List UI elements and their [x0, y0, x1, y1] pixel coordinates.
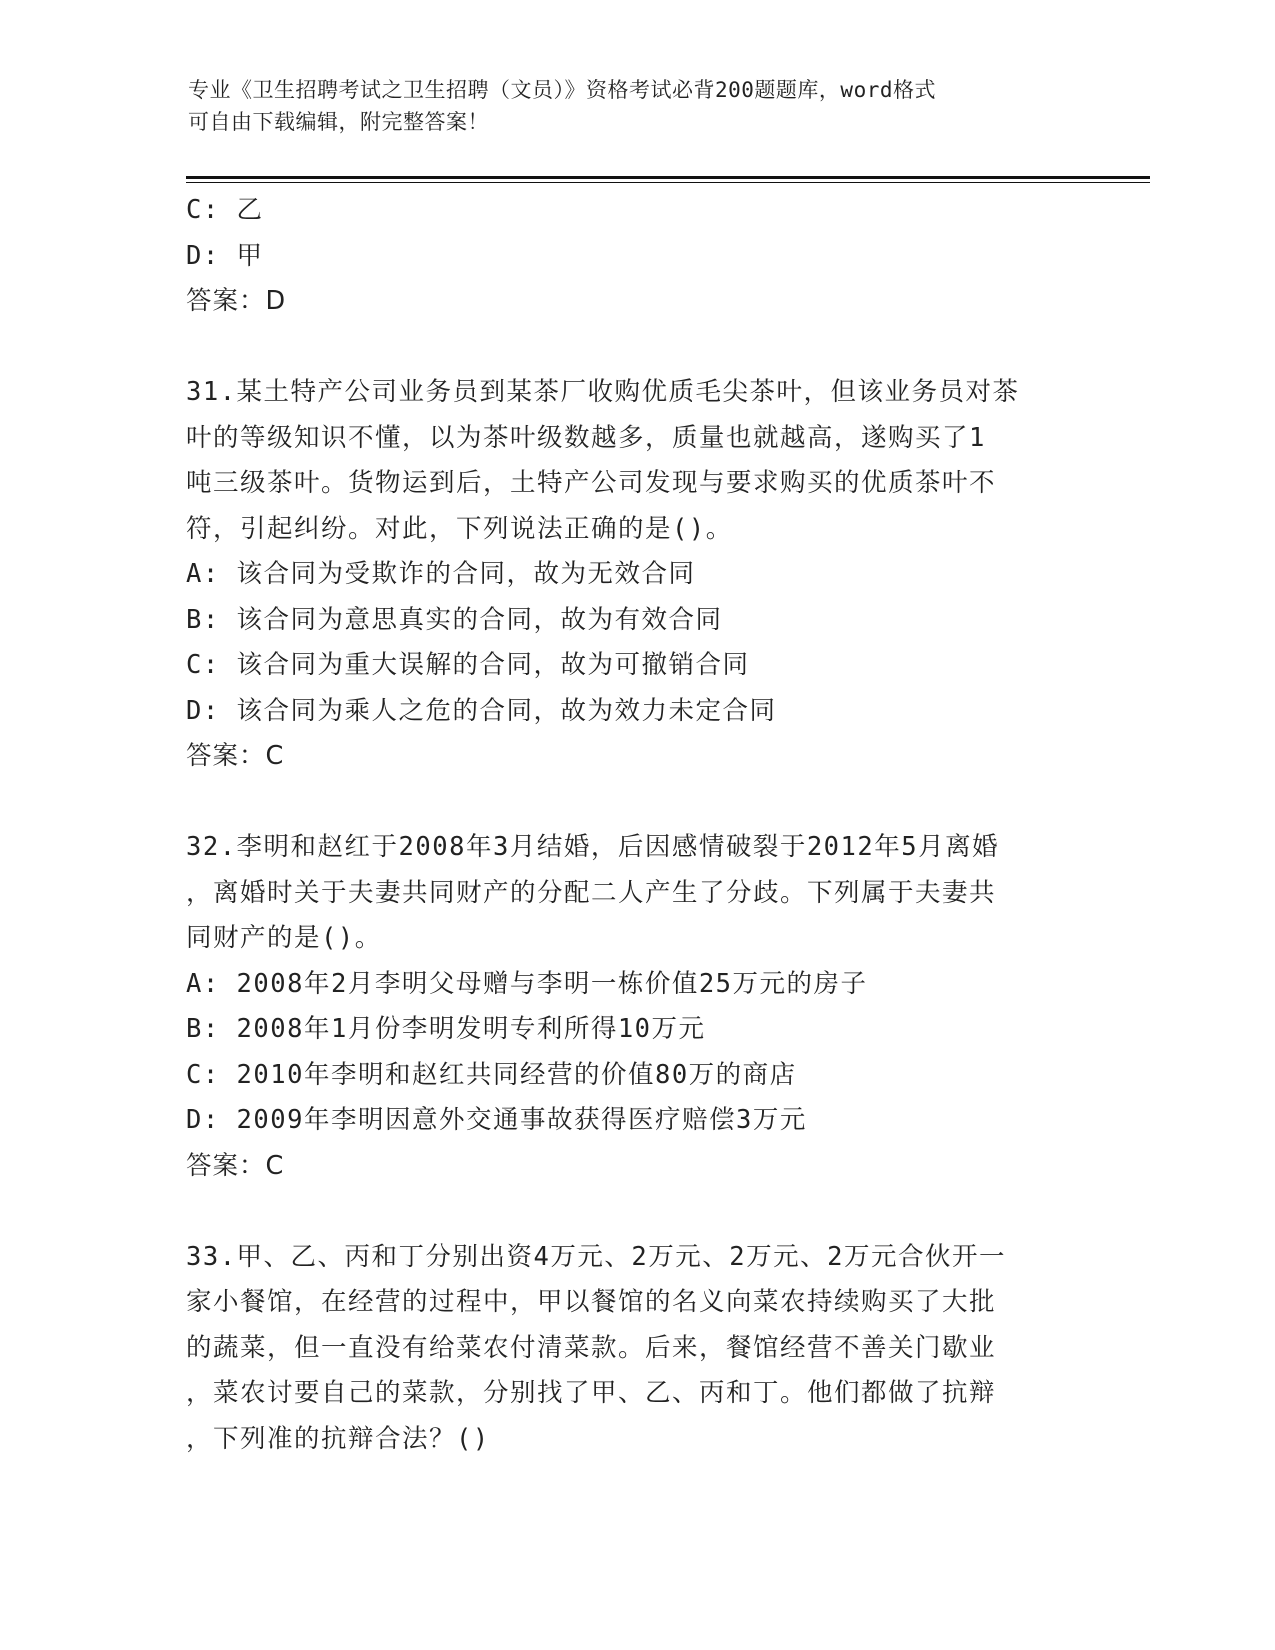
option-d: D: 该合同为乘人之危的合同，故为效力未定合同: [186, 695, 777, 726]
option-d: D: 2009年李明因意外交通事故获得医疗赔偿3万元: [186, 1105, 807, 1135]
header-title-line-2: 可自由下载编辑，附完整答案！: [188, 110, 489, 134]
option-c: C: 乙: [186, 195, 264, 225]
option-b: B: 该合同为意思真实的合同，故为有效合同: [186, 604, 723, 635]
option-b: B: 2008年1月份李明发明专利所得10万元: [186, 1014, 706, 1044]
answer: 答案：C: [186, 1150, 285, 1181]
previous-question-tail: [186, 188, 1086, 325]
document-body: [186, 188, 1086, 1462]
question-text-line: 吨三级茶叶。货物运到后，土特产公司发现与要求购买的优质茶叶不: [186, 468, 997, 498]
question-text-line: 符，引起纠纷。对此，下列说法正确的是()。: [186, 513, 733, 544]
question-32: [186, 825, 1086, 1189]
question-text-line: 叶的等级知识不懂，以为茶叶级数越多，质量也就越高，遂购买了1: [186, 422, 986, 453]
option-d: D: 甲: [186, 240, 264, 271]
question-text-line: 同财产的是()。: [186, 923, 382, 953]
question-text-line: 33.甲、乙、丙和丁分别出资4万元、2万元、2万元、2万元合伙开一: [186, 1241, 1006, 1272]
option-c: C: 2010年李明和赵红共同经营的价值80万的商店: [186, 1059, 797, 1090]
option-c: C: 该合同为重大误解的合同，故为可撤销合同: [186, 650, 750, 680]
answer: 答案：D: [186, 286, 287, 316]
question-text-line: 32.李明和赵红于2008年3月结婚，后因感情破裂于2012年5月离婚: [186, 832, 1000, 862]
spacer: [186, 780, 1086, 826]
question-text-line: 31.某土特产公司业务员到某茶厂收购优质毛尖茶叶，但该业务员对茶: [186, 377, 1020, 407]
header-divider-thin: [186, 182, 1150, 183]
question-text-line: ，下列准的抗辩合法？(): [186, 1423, 490, 1454]
document-header: [188, 74, 1088, 138]
question-text-line: 的蔬菜，但一直没有给菜农付清菜款。后来，餐馆经营不善关门歇业: [186, 1332, 997, 1363]
question-text-line: 家小餐馆，在经营的过程中，甲以餐馆的名义向菜农持续购买了大批: [186, 1287, 997, 1317]
question-text-line: ，菜农讨要自己的菜款，分别找了甲、乙、丙和丁。他们都做了抗辩: [186, 1378, 997, 1408]
spacer: [186, 325, 1086, 371]
option-a: A: 2008年2月李明父母赠与李明一栋价值25万元的房子: [186, 968, 868, 999]
answer: 答案：C: [186, 741, 285, 771]
header-divider-thick: [186, 176, 1150, 179]
option-a: A: 该合同为受欺诈的合同，故为无效合同: [186, 559, 696, 589]
spacer: [186, 1189, 1086, 1235]
question-31: [186, 370, 1086, 780]
question-text-line: ，离婚时关于夫妻共同财产的分配二人产生了分歧。下列属于夫妻共: [186, 877, 997, 908]
header-title-line-1: 专业《卫生招聘考试之卫生招聘（文员）》资格考试必背200题题库，word格式: [188, 78, 936, 102]
question-33: [186, 1235, 1086, 1463]
